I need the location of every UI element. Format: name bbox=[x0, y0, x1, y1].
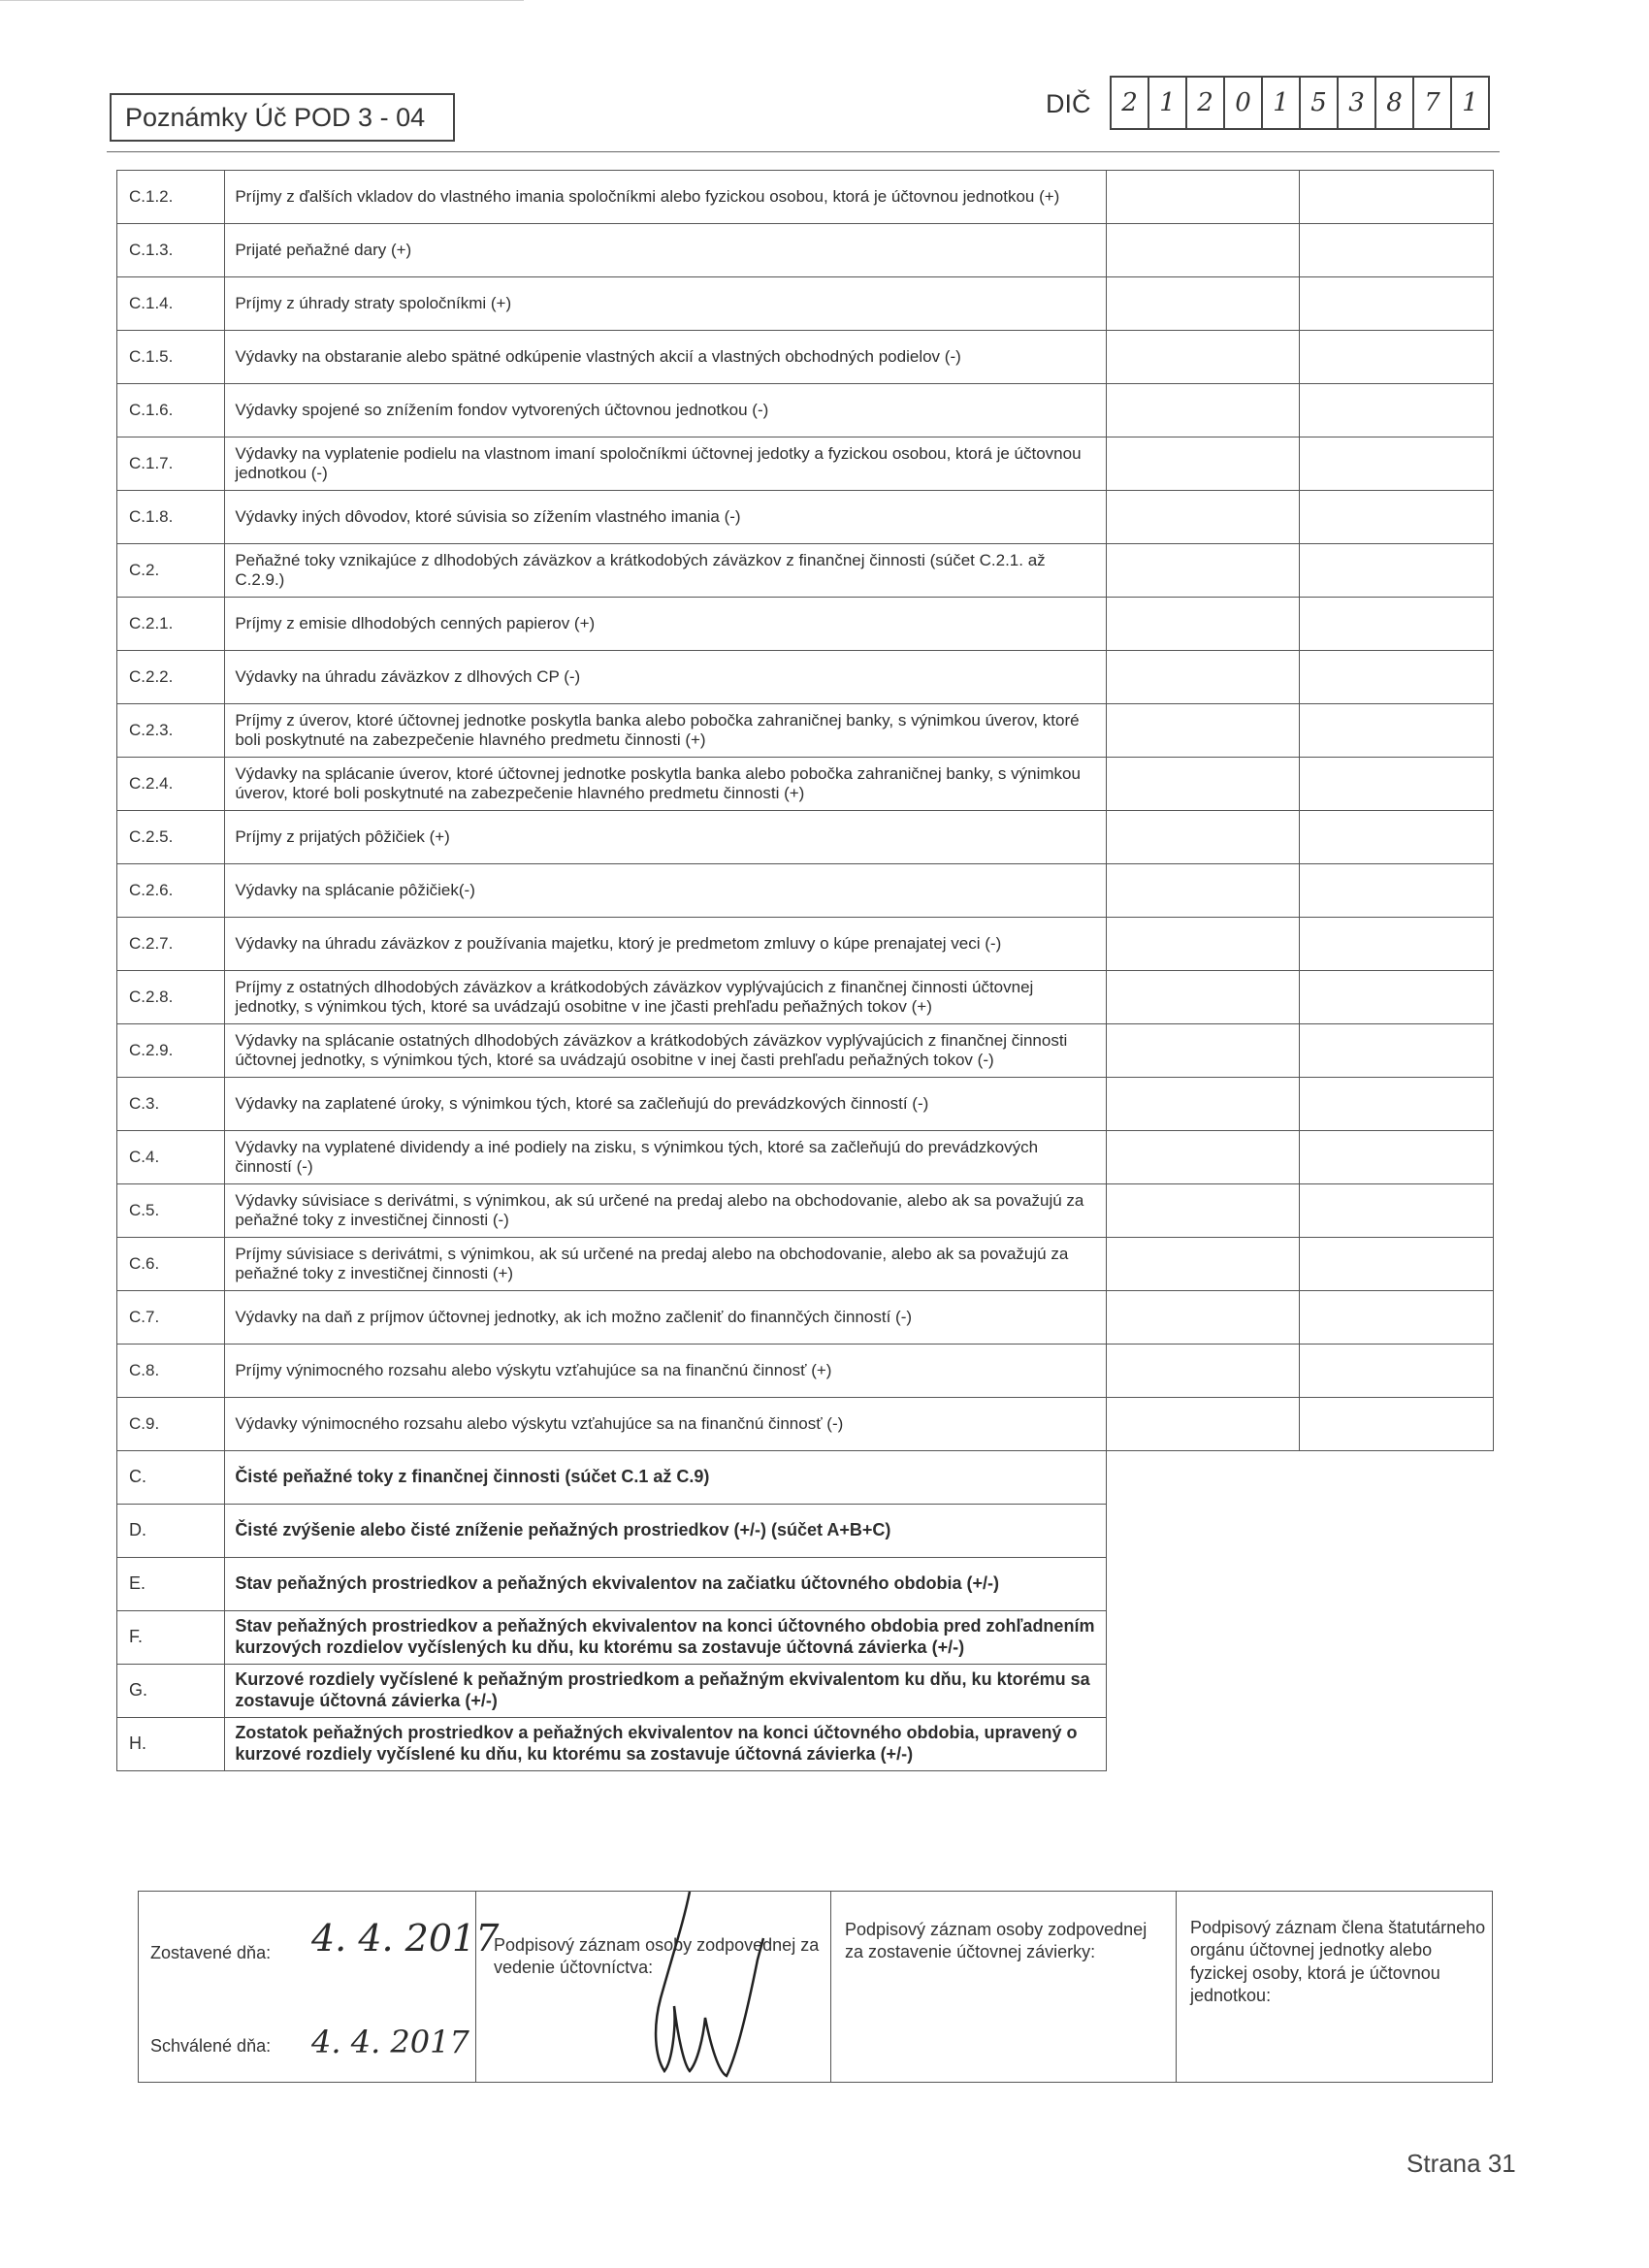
row-code: C.2.4. bbox=[117, 758, 225, 811]
previous-period-cell bbox=[1300, 171, 1494, 224]
row-code: C. bbox=[117, 1451, 225, 1505]
dic-digit: 1 bbox=[1452, 78, 1490, 128]
row-description: Výdavky na splácanie úverov, ktoré účtovnej jednotke poskytla banka alebo pobočka zahraničnej banky, s výnimkou úverov, ktoré boli poskytnuté na zabezpečenie hlavného predmetu činnosti (+) bbox=[225, 758, 1107, 811]
table-row bbox=[117, 1451, 1494, 1505]
row-description: Príjmy z úhrady straty spoločníkmi (+) bbox=[225, 277, 1107, 331]
row-code: C.2.8. bbox=[117, 971, 225, 1024]
row-description: Výdavky iných dôvodov, ktoré súvisia so zížením vlastného imania (-) bbox=[225, 491, 1107, 544]
previous-period-cell bbox=[1300, 1184, 1494, 1238]
dic-digit: 0 bbox=[1225, 78, 1263, 128]
table-row bbox=[117, 651, 1494, 704]
previous-period-cell bbox=[1300, 971, 1494, 1024]
current-period-cell bbox=[1106, 651, 1300, 704]
previous-period-cell bbox=[1300, 704, 1494, 758]
table-row bbox=[117, 1024, 1494, 1078]
table-row bbox=[117, 1558, 1494, 1611]
current-period-cell bbox=[1106, 971, 1300, 1024]
board-signature-label: Podpisový záznam člena štatutárneho orgánu účtovnej jednotky alebo fyzickej osoby, ktorá je účtovnou jednotkou: bbox=[1190, 1918, 1486, 2006]
row-description: Príjmy z emisie dlhodobých cenných papierov (+) bbox=[225, 598, 1107, 651]
current-period-cell bbox=[1106, 491, 1300, 544]
current-period-cell bbox=[1106, 1291, 1300, 1345]
current-period-cell bbox=[1106, 1131, 1300, 1184]
row-code: C.2.5. bbox=[117, 811, 225, 864]
previous-period-cell bbox=[1300, 277, 1494, 331]
table-row bbox=[117, 704, 1494, 758]
row-code: C.8. bbox=[117, 1345, 225, 1398]
previous-period-cell bbox=[1300, 1238, 1494, 1291]
row-code: C.1.5. bbox=[117, 331, 225, 384]
current-period-cell bbox=[1106, 598, 1300, 651]
table-row bbox=[117, 1184, 1494, 1238]
page-number: Strana 31 bbox=[1406, 2149, 1516, 2178]
table-row bbox=[117, 1131, 1494, 1184]
table-row bbox=[117, 1505, 1494, 1558]
previous-period-cell bbox=[1300, 864, 1494, 918]
previous-period-cell bbox=[1300, 1611, 1494, 1665]
row-description: Príjmy z ďalších vkladov do vlastného imania spoločníkmi alebo fyzickou osobou, ktorá je účtovnou jednotkou (+) bbox=[225, 171, 1107, 224]
dic-boxes bbox=[1110, 76, 1490, 130]
previous-period-cell bbox=[1300, 224, 1494, 277]
row-code: F. bbox=[117, 1611, 225, 1665]
dic-digit: 2 bbox=[1112, 78, 1149, 128]
current-period-cell bbox=[1106, 331, 1300, 384]
prepared-date-handwritten: 4. 4. 2017 bbox=[311, 1917, 500, 1960]
table-row bbox=[117, 1078, 1494, 1131]
current-period-cell bbox=[1106, 171, 1300, 224]
table-row bbox=[117, 1398, 1494, 1451]
previous-period-cell bbox=[1300, 1131, 1494, 1184]
previous-period-cell bbox=[1300, 1718, 1494, 1771]
row-description: Výdavky súvisiace s derivátmi, s výnimkou, ak sú určené na predaj alebo na obchodovanie, alebo ak sa považujú za peňažné toky z investičnej činnosti (-) bbox=[225, 1184, 1107, 1238]
row-description: Výdavky výnimocného rozsahu alebo výskytu vzťahujúce sa na finančnú činnosť (-) bbox=[225, 1398, 1107, 1451]
current-period-cell bbox=[1106, 1398, 1300, 1451]
previous-period-cell bbox=[1300, 491, 1494, 544]
row-description: Príjmy z prijatých pôžičiek (+) bbox=[225, 811, 1107, 864]
previous-period-cell bbox=[1300, 758, 1494, 811]
previous-period-cell bbox=[1300, 544, 1494, 598]
current-period-cell bbox=[1106, 544, 1300, 598]
previous-period-cell bbox=[1300, 1505, 1494, 1558]
current-period-cell bbox=[1106, 758, 1300, 811]
current-period-cell bbox=[1106, 437, 1300, 491]
current-period-cell bbox=[1106, 1718, 1300, 1771]
current-period-cell bbox=[1106, 1505, 1300, 1558]
dic-digit: 3 bbox=[1339, 78, 1376, 128]
row-code: C.6. bbox=[117, 1238, 225, 1291]
statements-signature-label: Podpisový záznam osoby zodpovednej za zostavenie účtovnej závierky: bbox=[845, 1920, 1148, 1962]
previous-period-cell bbox=[1300, 1398, 1494, 1451]
table-row bbox=[117, 1665, 1494, 1718]
row-code: E. bbox=[117, 1558, 225, 1611]
row-description: Príjmy z úverov, ktoré účtovnej jednotke poskytla banka alebo pobočka zahraničnej banky, s výnimkou úverov, ktoré boli poskytnuté na zabezpečenie hlavného predmetu činnosti (+) bbox=[225, 704, 1107, 758]
row-description: Výdavky na úhradu záväzkov z používania majetku, ktorý je predmetom zmluvy o kúpe prenajatej veci (-) bbox=[225, 918, 1107, 971]
row-description: Výdavky na vyplatenie podielu na vlastnom imaní spoločníkmi účtovnej jedotky a fyzickou osobou, ktorá je účtovnou jednotkou (-) bbox=[225, 437, 1107, 491]
row-code: C.4. bbox=[117, 1131, 225, 1184]
row-description: Príjmy súvisiace s derivátmi, s výnimkou, ak sú určené na predaj alebo na obchodovanie, alebo ak sa považujú za peňažné toky z investičnej činnosti (+) bbox=[225, 1238, 1107, 1291]
current-period-cell bbox=[1106, 1238, 1300, 1291]
row-description: Prijaté peňažné dary (+) bbox=[225, 224, 1107, 277]
current-period-cell bbox=[1106, 1558, 1300, 1611]
table-row bbox=[117, 1291, 1494, 1345]
previous-period-cell bbox=[1300, 1558, 1494, 1611]
prepared-date-label: Zostavené dňa: bbox=[150, 1943, 272, 1962]
row-description: Výdavky na vyplatené dividendy a iné podiely na zisku, s výnimkou tých, ktoré sa začleňujú do prevádzkových činností (-) bbox=[225, 1131, 1107, 1184]
row-description: Výdavky na splácanie ostatných dlhodobých záväzkov a krátkodobých záväzkov vyplývajúcich z finančnej činnosti účtovnej jednotky, s výnimkou tých, ktoré sa uvádzajú osobitne v inej časti prehľadu peňažných tokov (-) bbox=[225, 1024, 1107, 1078]
table-row bbox=[117, 864, 1494, 918]
signature-divider bbox=[830, 1892, 831, 2082]
previous-period-cell bbox=[1300, 1665, 1494, 1718]
current-period-cell bbox=[1106, 1451, 1300, 1505]
current-period-cell bbox=[1106, 1611, 1300, 1665]
current-period-cell bbox=[1106, 224, 1300, 277]
dic-digit: 7 bbox=[1414, 78, 1452, 128]
row-description: Príjmy z ostatných dlhodobých záväzkov a krátkodobých záväzkov vyplývajúcich z finančnej činnosti účtovnej jednotky, s výnimkou tých, ktoré sa uvádzajú osobitne v ine jčasti prehľadu peňažných tokov (+) bbox=[225, 971, 1107, 1024]
form-title: Poznámky Úč POD 3 - 04 bbox=[125, 102, 426, 132]
approved-date-handwritten: 4. 4. 2017 bbox=[311, 2024, 469, 2060]
row-code: C.5. bbox=[117, 1184, 225, 1238]
row-code: C.2.6. bbox=[117, 864, 225, 918]
current-period-cell bbox=[1106, 1184, 1300, 1238]
table-row bbox=[117, 1718, 1494, 1771]
previous-period-cell bbox=[1300, 384, 1494, 437]
row-code: C.7. bbox=[117, 1291, 225, 1345]
row-description: Výdavky na splácanie pôžičiek(-) bbox=[225, 864, 1107, 918]
table-row bbox=[117, 1345, 1494, 1398]
cash-flow-rows bbox=[117, 171, 1494, 1771]
row-code: C.2.3. bbox=[117, 704, 225, 758]
current-period-cell bbox=[1106, 1078, 1300, 1131]
row-description: Stav peňažných prostriedkov a peňažných ekvivalentov na konci účtovného obdobia pred zohľadnením kurzových rozdielov vyčíslených ku dňu, ku ktorému sa zostavuje účtovná závierka (+/-) bbox=[225, 1611, 1107, 1665]
accounting-signature-label: Podpisový záznam osoby zodpovednej za vedenie účtovníctva: bbox=[494, 1935, 820, 1978]
table-row bbox=[117, 331, 1494, 384]
dic-digit: 5 bbox=[1301, 78, 1339, 128]
row-code: C.9. bbox=[117, 1398, 225, 1451]
row-code: H. bbox=[117, 1718, 225, 1771]
row-code: G. bbox=[117, 1665, 225, 1718]
previous-period-cell bbox=[1300, 1078, 1494, 1131]
table-row bbox=[117, 1238, 1494, 1291]
current-period-cell bbox=[1106, 1345, 1300, 1398]
signature-block bbox=[138, 1891, 1493, 2083]
table-row bbox=[117, 437, 1494, 491]
dic-digit: 8 bbox=[1376, 78, 1414, 128]
previous-period-cell bbox=[1300, 437, 1494, 491]
scan-edge-line bbox=[0, 0, 524, 1]
dic-label: DIČ bbox=[1046, 89, 1091, 118]
previous-period-cell bbox=[1300, 1291, 1494, 1345]
dic-digit: 1 bbox=[1263, 78, 1301, 128]
row-code: C.1.4. bbox=[117, 277, 225, 331]
table-row bbox=[117, 171, 1494, 224]
table-row bbox=[117, 1611, 1494, 1665]
row-description: Výdavky na daň z príjmov účtovnej jednotky, ak ich možno začleniť do finannčých činností (-) bbox=[225, 1291, 1107, 1345]
row-code: C.2.1. bbox=[117, 598, 225, 651]
table-row bbox=[117, 224, 1494, 277]
current-period-cell bbox=[1106, 277, 1300, 331]
cash-flow-table bbox=[116, 170, 1494, 1771]
row-code: D. bbox=[117, 1505, 225, 1558]
current-period-cell bbox=[1106, 811, 1300, 864]
row-description: Kurzové rozdiely vyčíslené k peňažným prostriedkom a peňažným ekvivalentom ku dňu, ku ktorému sa zostavuje účtovná závierka (+/-) bbox=[225, 1665, 1107, 1718]
previous-period-cell bbox=[1300, 811, 1494, 864]
current-period-cell bbox=[1106, 704, 1300, 758]
previous-period-cell bbox=[1300, 1024, 1494, 1078]
previous-period-cell bbox=[1300, 598, 1494, 651]
row-code: C.1.2. bbox=[117, 171, 225, 224]
signature-divider bbox=[1176, 1892, 1177, 2082]
row-code: C.1.7. bbox=[117, 437, 225, 491]
dic-digit: 2 bbox=[1187, 78, 1225, 128]
row-description: Výdavky na zaplatené úroky, s výnimkou tých, ktoré sa začleňujú do prevádzkových činností (-) bbox=[225, 1078, 1107, 1131]
table-row bbox=[117, 811, 1494, 864]
current-period-cell bbox=[1106, 384, 1300, 437]
form-title-box bbox=[110, 93, 455, 142]
row-code: C.2.7. bbox=[117, 918, 225, 971]
row-description: Stav peňažných prostriedkov a peňažných ekvivalentov na začiatku účtovného obdobia (+/-) bbox=[225, 1558, 1107, 1611]
row-description: Príjmy výnimocného rozsahu alebo výskytu vzťahujúce sa na finančnú činnosť (+) bbox=[225, 1345, 1107, 1398]
previous-period-cell bbox=[1300, 1345, 1494, 1398]
current-period-cell bbox=[1106, 864, 1300, 918]
previous-period-cell bbox=[1300, 918, 1494, 971]
row-description: Čisté zvýšenie alebo čisté zníženie peňažných prostriedkov (+/-) (súčet A+B+C) bbox=[225, 1505, 1107, 1558]
previous-period-cell bbox=[1300, 331, 1494, 384]
previous-period-cell bbox=[1300, 651, 1494, 704]
row-code: C.1.6. bbox=[117, 384, 225, 437]
current-period-cell bbox=[1106, 1024, 1300, 1078]
header-divider bbox=[107, 151, 1500, 152]
table-row bbox=[117, 918, 1494, 971]
row-code: C.2.9. bbox=[117, 1024, 225, 1078]
dic-digit: 1 bbox=[1149, 78, 1187, 128]
row-description: Zostatok peňažných prostriedkov a peňažných ekvivalentov na konci účtovného obdobia, upravený o kurzové rozdiely vyčíslené ku dňu, ku ktorému sa zostavuje účtovná závierka (+/-) bbox=[225, 1718, 1107, 1771]
row-description: Výdavky na obstaranie alebo spätné odkúpenie vlastných akcií a vlastných obchodných podielov (-) bbox=[225, 331, 1107, 384]
table-row bbox=[117, 384, 1494, 437]
handwritten-signature bbox=[633, 1892, 818, 2084]
row-description: Peňažné toky vznikajúce z dlhodobých záväzkov a krátkodobých záväzkov z finančnej činnosti (súčet C.2.1. až C.2.9.) bbox=[225, 544, 1107, 598]
approved-date-label: Schválené dňa: bbox=[150, 2036, 272, 2056]
table-row bbox=[117, 971, 1494, 1024]
table-row bbox=[117, 277, 1494, 331]
current-period-cell bbox=[1106, 918, 1300, 971]
row-description: Výdavky spojené so znížením fondov vytvorených účtovnou jednotkou (-) bbox=[225, 384, 1107, 437]
previous-period-cell bbox=[1300, 1451, 1494, 1505]
row-code: C.1.8. bbox=[117, 491, 225, 544]
row-description: Výdavky na úhradu záväzkov z dlhových CP (-) bbox=[225, 651, 1107, 704]
row-description: Čisté peňažné toky z finančnej činnosti (súčet C.1 až C.9) bbox=[225, 1451, 1107, 1505]
table-row bbox=[117, 544, 1494, 598]
table-row bbox=[117, 491, 1494, 544]
row-code: C.2.2. bbox=[117, 651, 225, 704]
current-period-cell bbox=[1106, 1665, 1300, 1718]
row-code: C.1.3. bbox=[117, 224, 225, 277]
table-row bbox=[117, 758, 1494, 811]
row-code: C.2. bbox=[117, 544, 225, 598]
table-row bbox=[117, 598, 1494, 651]
row-code: C.3. bbox=[117, 1078, 225, 1131]
